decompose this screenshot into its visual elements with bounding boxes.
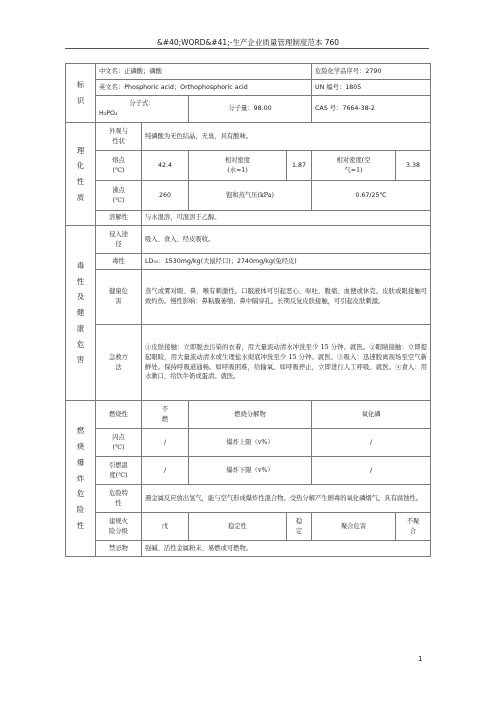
relative-density-water-label: 相对密度 (水=1) [189, 151, 287, 181]
polymerization-hazard-label: 聚合危害 [312, 513, 396, 541]
upper-explosive-limit-label: 爆炸上限（v%） [189, 429, 312, 457]
header-rule [65, 48, 429, 49]
melting-point-label: 熔点 (℃) [96, 151, 142, 181]
fire-class-label: 建规火 险分级 [96, 513, 142, 541]
toxicity-value: LD₅₀：1530mg/kg(大鼠经口)；2740mg/kg(兔经皮) [142, 254, 431, 270]
chinese-name: 中文名：正磷酸；磷酸 [96, 64, 312, 80]
cas-number: CAS 号：7664-38-2 [312, 96, 431, 123]
molecular-weight: 分子量：98.00 [189, 96, 312, 123]
incompatible-materials-value: 强碱、活性金属粉末、易燃或可燃物。 [142, 541, 431, 557]
vapor-pressure-label: 饱和蒸气压(kPa) [189, 181, 312, 211]
stability-label: 稳定性 [189, 513, 287, 541]
boiling-point-label: 沸点 (℃) [96, 181, 142, 211]
molecular-formula-cell [96, 96, 189, 123]
autoignition-value: / [142, 457, 189, 485]
polymerization-hazard-value: 不聚 合 [396, 513, 431, 541]
appearance-label: 外观与 性状 [96, 123, 142, 151]
solubility-value: 与水混溶，可混溶于乙醇。 [142, 211, 431, 226]
first-aid-value: ①皮肤接触：立即脱去污染的衣着，用大量流动清水冲洗至少 15 分钟。就医。②眼睛接触：立即提起眼睑，用大量流动清水或生理盐水彻底冲洗至少 15 分钟。就医。③吸入：迅速脱离现场至空气新鲜处。保持呼吸道通畅。如呼吸困难，给输氧。如呼吸停止，立即进行人工呼吸。就医。④食入：用水漱口，给饮牛奶或蛋清。就医。 [142, 325, 431, 401]
flash-point-label: 闪点 (℃) [96, 429, 142, 457]
relative-density-air-value: 3.38 [396, 151, 431, 181]
melting-point-value: 42.4 [142, 151, 189, 181]
combustion-products-label: 燃烧分解物 [189, 401, 312, 429]
page-number: 1 [418, 655, 423, 663]
combustion-products-value: 氧化磷 [312, 401, 431, 429]
incompatible-materials-label: 禁忌物 [96, 541, 142, 557]
english-name: 英文名：Phosphoric acid；Orthophosphoric acid [96, 80, 312, 96]
danger-characteristics-label: 危险特 性 [96, 485, 142, 513]
danger-characteristics-value: 遇金属反应放出氢气，能与空气形成爆炸性混合物。受热分解产生剧毒的氧化磷烟气。具有腐蚀性。 [142, 485, 431, 513]
health-hazard-value: 蒸气或雾对眼、鼻、喉有刺激性。口服液体可引起恶心、呕吐、腹痛、血便或休克。皮肤或眼接触可致灼伤。慢性影响：鼻粘膜萎缩、鼻中隔穿孔。长期反复皮肤接触，可引起皮肤刺激。 [142, 270, 431, 325]
section-health: 毒 性 及 健 康 危 害 [66, 226, 96, 401]
upper-explosive-limit-value: / [312, 429, 431, 457]
appearance-value: 纯磷酸为无色结晶，无臭，具有酸味。 [142, 123, 431, 151]
molecular-formula-value: H₃PO₄ [99, 110, 118, 117]
toxicity-label: 毒性 [96, 254, 142, 270]
vapor-pressure-value: 0.67/25℃ [312, 181, 431, 211]
hazardous-chemical-no: 危险化学品序号：2790 [312, 64, 431, 80]
msds-table [65, 63, 431, 557]
flammability-value: 不 燃 [142, 401, 189, 429]
boiling-point-value: 260 [142, 181, 189, 211]
solubility-label: 溶解性 [96, 211, 142, 226]
first-aid-label: 急救方 法 [96, 325, 142, 401]
entry-route-label: 侵入途 径 [96, 226, 142, 254]
section-fire: 燃 烧 爆 炸 危 险 性 [66, 401, 96, 557]
un-number: UN 编号：1805 [312, 80, 431, 96]
flash-point-value: / [142, 429, 189, 457]
section-properties: 理 化 性 质 [66, 123, 96, 226]
section-identification: 标 识 [66, 64, 96, 123]
entry-route-value: 吸入、食入、经皮吸收。 [142, 226, 431, 254]
relative-density-water-value: 1.87 [287, 151, 312, 181]
lower-explosive-limit-value: / [312, 457, 431, 485]
stability-value: 稳 定 [287, 513, 312, 541]
relative-density-air-label: 相对密度(空 气=1) [312, 151, 396, 181]
molecular-formula-label: 分子式： [129, 100, 155, 108]
fire-class-value: 戊 [142, 513, 189, 541]
document-header-title: &#40;WORD&#41;-生产企业质量管理制度范本 760 [156, 38, 340, 47]
lower-explosive-limit-label: 爆炸下限（v%） [189, 457, 312, 485]
flammability-label: 燃烧性 [96, 401, 142, 429]
autoignition-label: 引燃温 度(℃) [96, 457, 142, 485]
health-hazard-label: 健康危 害 [96, 270, 142, 325]
